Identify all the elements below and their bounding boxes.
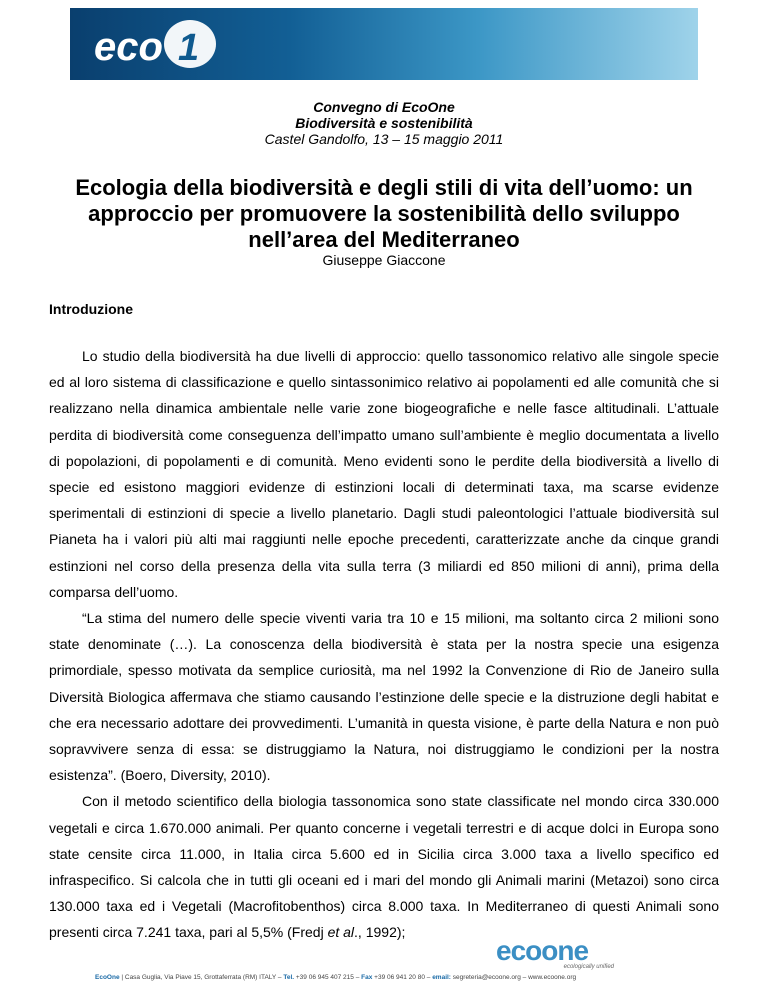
svg-text:eco: eco xyxy=(94,25,163,69)
paragraph: Con il metodo scientifico della biologia tassonomica sono state classificate nel mondo circa 330.000 vegetali e circa 1.670.000 animali. Per quanto concerne i vegetali terrestri e di acque dolci in Europa sono state censite circa 11.000, in Italia circa 5.600 ed in Sicilia circa 3.000 taxa a livello specifico ed infraspecifico. Si calcola che in tutti gli oceani ed i mari del mondo gli Animali marini (Metazoi) sono circa 130.000 taxa ed i Vegetali (Macrofitobenthos) circa 8.000 taxa. In Mediterraneo di questi Animali sono presenti circa 7.241 taxa, pari al 5,5% (Fredj et al., 1992); xyxy=(49,793,719,941)
ecoone-logo-text: ecoone xyxy=(496,935,589,966)
paragraph: Lo studio della biodiversità ha due livelli di approccio: quello tassonomico relativo alle singole specie ed al loro sistema di classificazione e quello sintassonimico relativo ai popolamenti ed alle comunità che si realizzano nella dinamica ambientale nelle varie zone biogeografiche e nelle fasce altitudinali. L’attuale perdita di biodiversità come conseguenza dell’impatto umano sull’ambiente è meglio documentata a livello di popolazioni, di popolamenti e di comunità. Meno evidenti sono le perdite della biodiversità a livello di specie ed esistono maggiori evidenze di estinzioni locali di determinati taxa, ma scarse evidenze sperimentali di estinzioni di specie a livello planetario. Dagli studi paleontologici l’attuale biodiversità sul Pianeta ha i valori più alti mai raggiunti nelle epoche precedenti, caratterizzate anche da cinque grandi estinzioni nel corso della presenza della vita sulla terra (3 miliardi ed 850 milioni di anni), prima della comparsa dell’uomo. xyxy=(49,348,719,600)
paper-title: Ecologia della biodiversità e degli stili di vita dell’uomo: un approccio per promuovere la sostenibilità dello sviluppo nell’area del Mediterraneo xyxy=(75,175,693,252)
conference-place-date: Castel Gandolfo, 13 – 15 maggio 2011 xyxy=(264,131,504,147)
eco1-logo xyxy=(92,16,222,72)
header-banner xyxy=(70,8,698,80)
paragraph: “La stima del numero delle specie viventi varia tra 10 e 15 milioni, ma soltanto circa 2 milioni sono state denominate (…). La conoscenza della biodiversità è stata per la nostra specie una esigenza primordiale, spesso motivata da semplice curiosità, ma nel 1992 la Convenzione di Rio de Janeiro sulla Diversità Biologica affermava che stiamo causando l’estinzione delle specie e la distruzione degli habitat e che era necessario adottare dei provvedimenti. L’umanità in questa visione, è parte della Natura e non può sopravvivere senza di essa: se distruggiamo la Natura, noi distruggiamo le condizioni per la nostra esistenza”. (Boero, Diversity, 2010). xyxy=(49,610,719,784)
footer-contact: EcoOne | Casa Guglia, Via Piave 15, Grottaferrata (RM) ITALY – Tel. +39 06 945 407 215 – Fax +39 06 941 20 80 – email: segreteria@ecoone.org – www.ecoone.org xyxy=(95,974,577,981)
ecoone-tagline: ecologically unified xyxy=(563,964,614,970)
ecoone-logo xyxy=(496,935,616,970)
conference-theme: Biodiversità e sostenibilità xyxy=(295,115,473,131)
svg-text:1: 1 xyxy=(178,27,200,69)
author: Giuseppe Giaccone xyxy=(322,252,446,268)
body-text xyxy=(49,343,719,946)
section-heading: Introduzione xyxy=(49,301,133,317)
conference-name: Convegno di EcoOne xyxy=(313,99,455,115)
conference-info xyxy=(0,99,768,147)
